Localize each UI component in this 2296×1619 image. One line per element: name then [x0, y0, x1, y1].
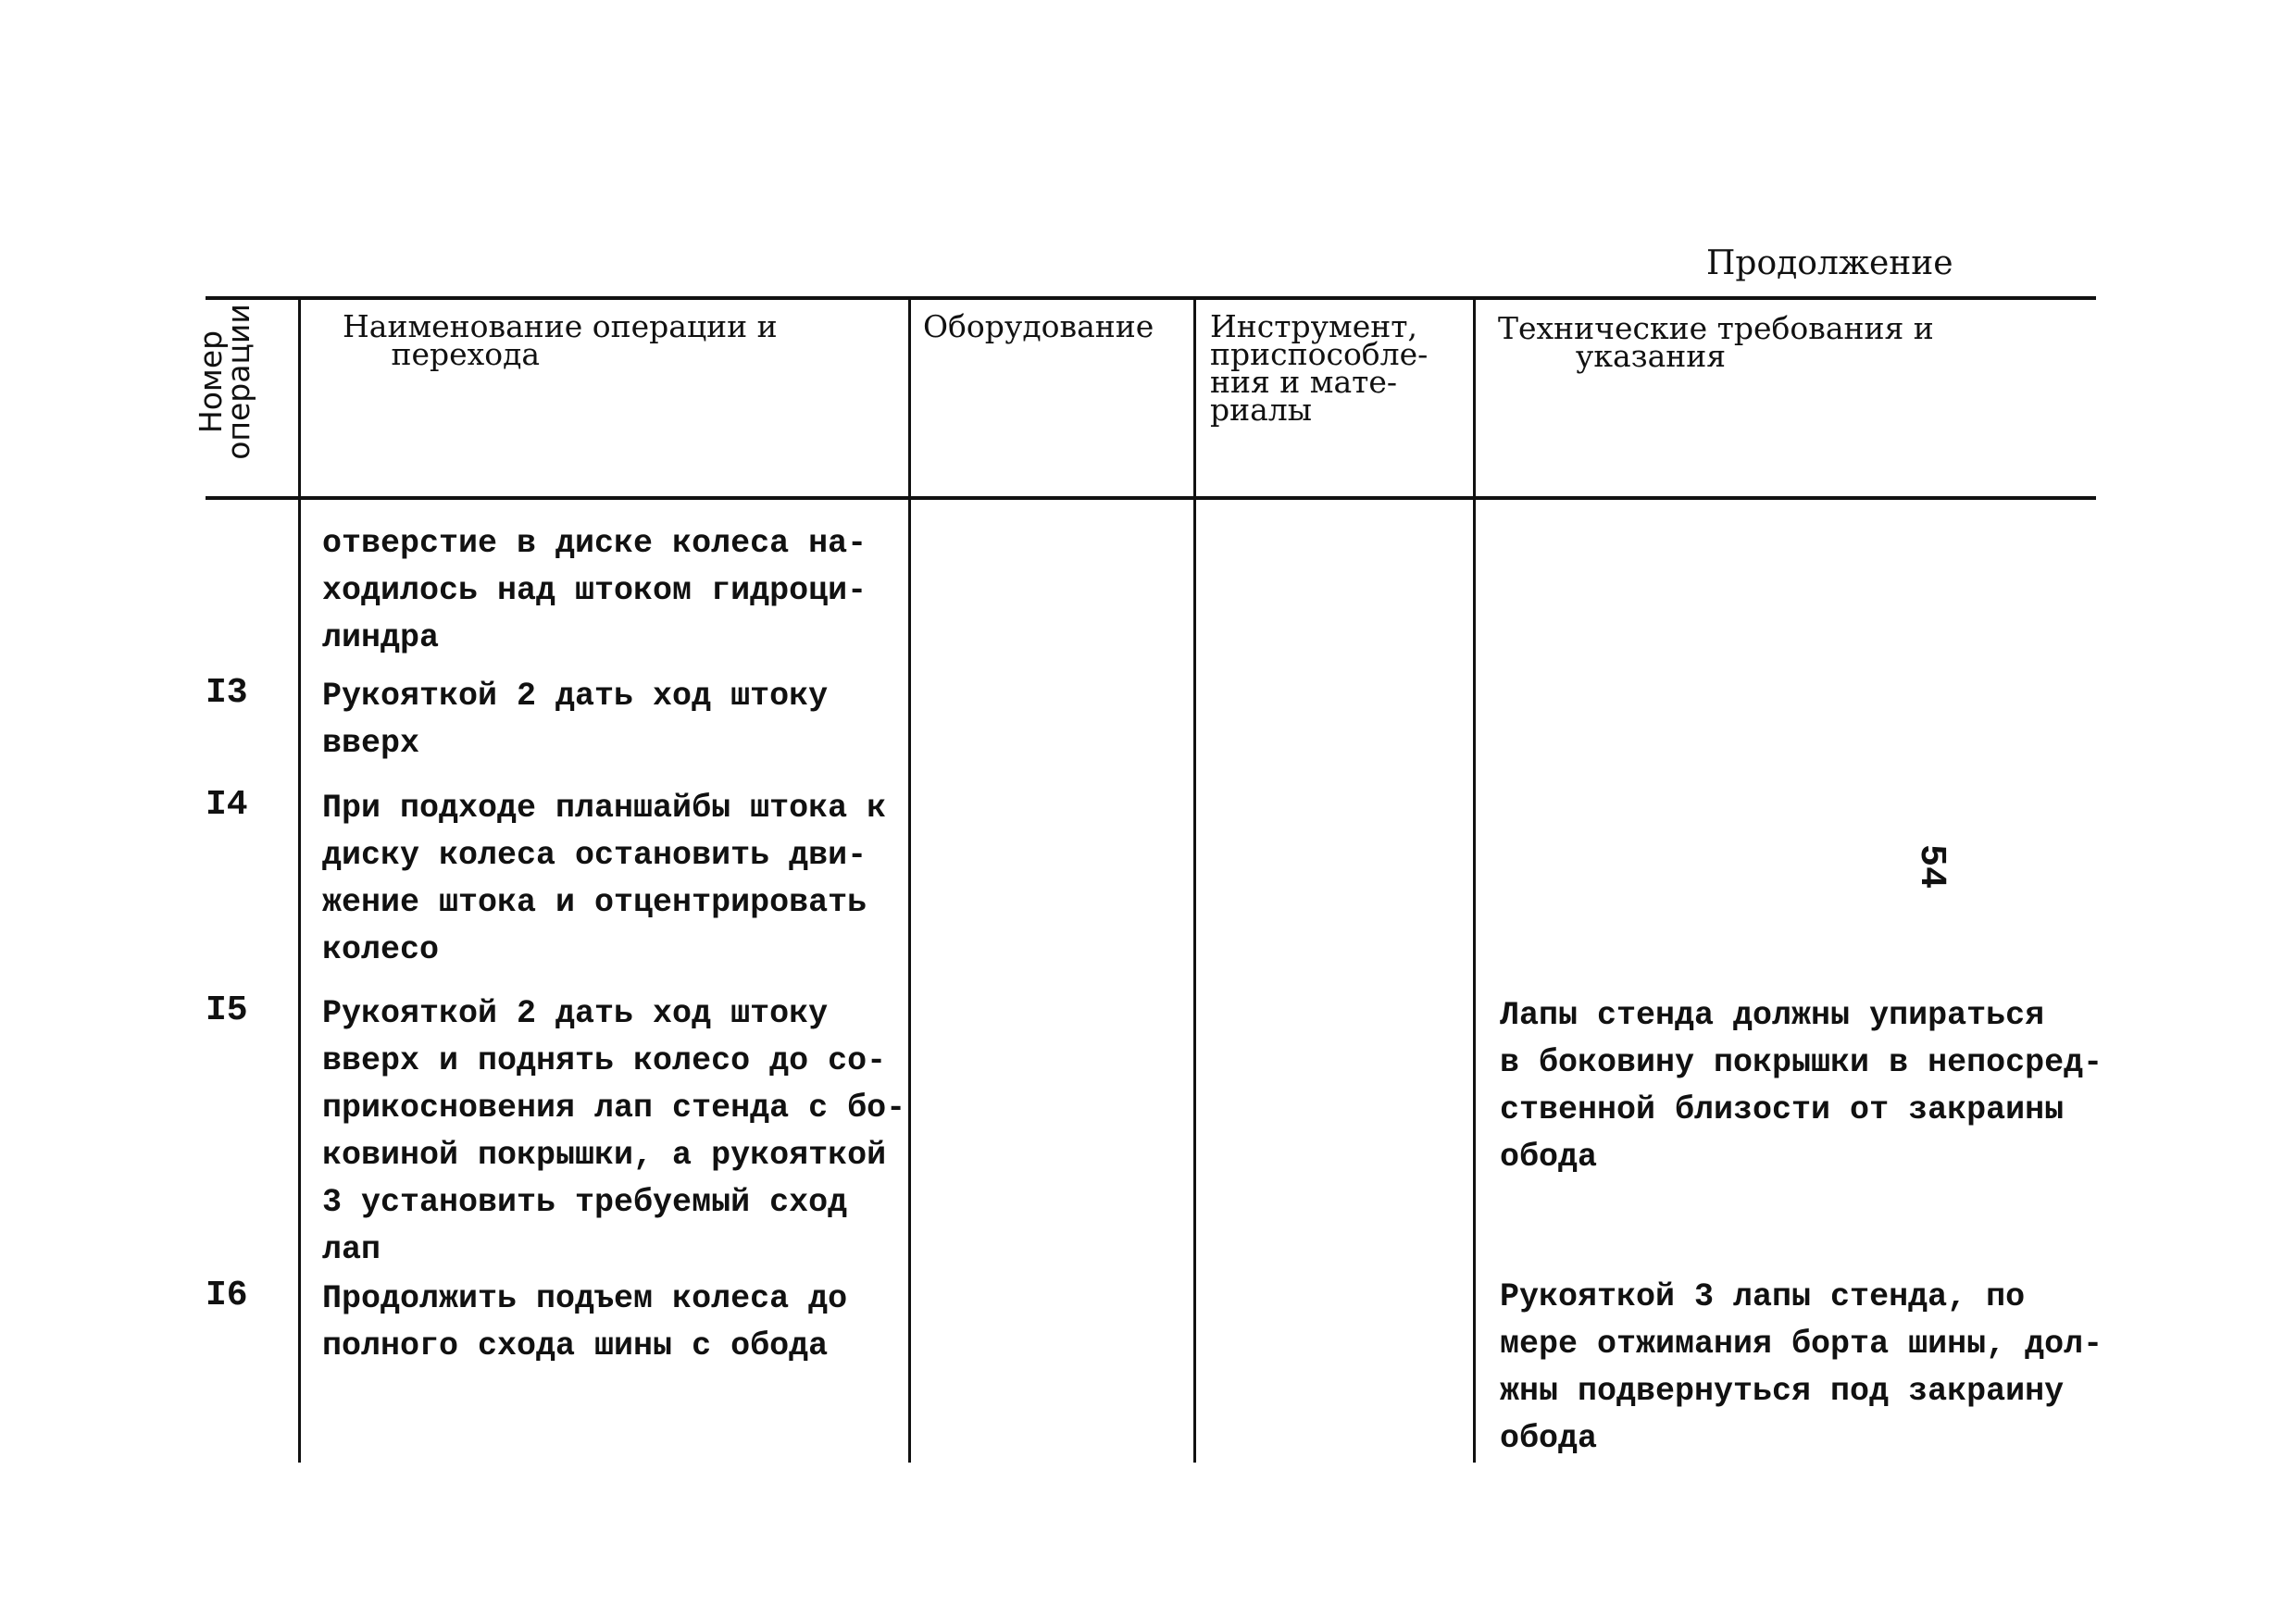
table-col-divider-4 [1473, 298, 1476, 1463]
table-col-divider-1 [298, 298, 301, 1463]
row-4-requirements: Рукояткой 3 лапы стенда, по мере отжимания борта шины, дол- жны подвернуться под закраину обода [1500, 1278, 2103, 1457]
row-3-requirements: Лапы стенда должны упираться в боковину покрышки в непосред- ственной близости от закраины обода [1500, 997, 2103, 1176]
row-3-operation: Рукояткой 2 дать ход штоку вверх и поднять колесо до со- прикосновения лап стенда с бо- ковиной покрышки, а рукояткой 3 установить требуемый сход лап [322, 995, 906, 1268]
row-1-operation: Рукояткой 2 дать ход штоку вверх [322, 678, 829, 762]
table-header-bottom-rule [206, 496, 2096, 500]
row-4-number: I6 [206, 1276, 248, 1315]
row-3-number: I5 [206, 990, 248, 1030]
table-col-divider-3 [1193, 298, 1196, 1463]
header-equipment: Оборудование [923, 308, 1154, 344]
row-4-operation: Продолжить подъем колеса до полного схода шины с обода [322, 1280, 848, 1364]
header-tools: Инструмент, приспособле- ния и мате- риалы [1210, 308, 1429, 428]
row-2-number: I4 [206, 785, 248, 825]
row-0-operation: отверстие в диске колеса на- ходилось над штоком гидроци- линдра [322, 525, 867, 656]
page-number: 54 [1910, 844, 1952, 890]
header-op-name: Наименование операции и перехода [343, 308, 778, 372]
header-op-number: Номер операции [193, 304, 256, 460]
row-1-number: I3 [206, 673, 248, 713]
table-top-rule [206, 296, 2096, 300]
table-col-divider-2 [908, 298, 911, 1463]
header-requirements: Технические требования и указания [1498, 310, 1934, 374]
row-2-operation: При подходе планшайбы штока к диску колеса остановить дви- жение штока и отцентрировать колесо [322, 790, 887, 968]
continued-label: Продолжение [1706, 244, 1953, 282]
